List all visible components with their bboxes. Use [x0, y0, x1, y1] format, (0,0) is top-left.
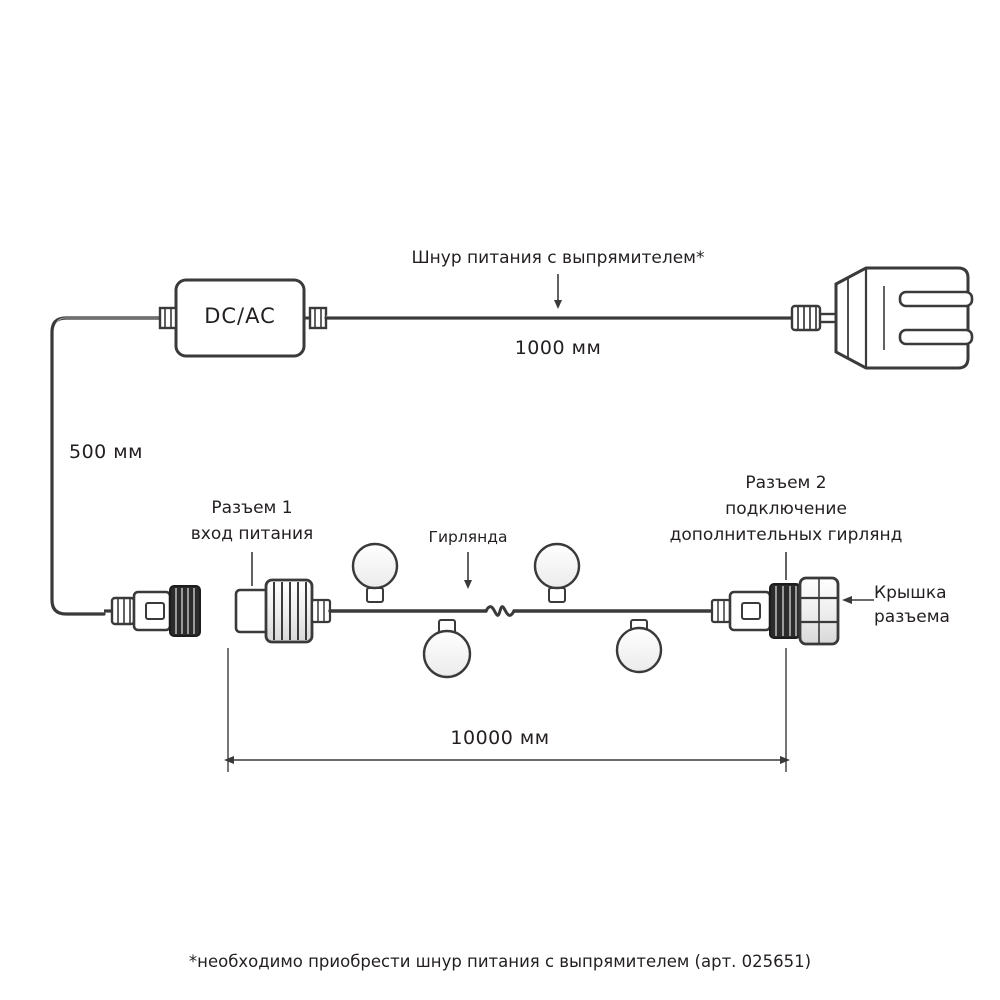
connector-1-power-input: [104, 580, 330, 642]
mains-cord: [326, 316, 792, 318]
bulb-1: [353, 544, 397, 602]
connector-1-label-line1: Разъем 1: [211, 498, 293, 518]
garland-cable: [330, 607, 712, 616]
cap-label-line2: разъема: [874, 607, 950, 627]
controller-lead-cable: [52, 318, 170, 614]
power-cord-label: Шнур питания с выпрямителем*: [411, 248, 705, 268]
connector-1-label-line2: вход питания: [190, 524, 314, 544]
connector-cap: [800, 578, 838, 644]
dcac-label: DC/AC: [204, 304, 276, 328]
connector-2-label-line2: подключение: [725, 499, 847, 519]
bulb-3: [535, 544, 579, 602]
bulb-2: [424, 620, 470, 677]
connector-2-extension: [712, 584, 800, 638]
connector-2-label-line3: дополнительных гирлянд: [669, 525, 903, 545]
cord-strain-relief: [792, 306, 836, 330]
footnote: *необходимо приобрести шнур питания с выпрямителем (арт. 025651): [188, 952, 812, 971]
garland-dimension: 10000 мм: [450, 727, 550, 749]
bulb-4: [617, 620, 661, 672]
garland-label: Гирлянда: [428, 528, 508, 546]
cap-label-line1: Крышка: [874, 583, 947, 603]
power-cord-dimension: 1000 мм: [514, 337, 602, 359]
controller-lead-dimension: 500 мм: [69, 441, 143, 463]
dimension-garland: [224, 648, 790, 772]
mains-plug-icon: [836, 268, 972, 368]
connector-2-label-line1: Разъем 2: [745, 473, 827, 493]
